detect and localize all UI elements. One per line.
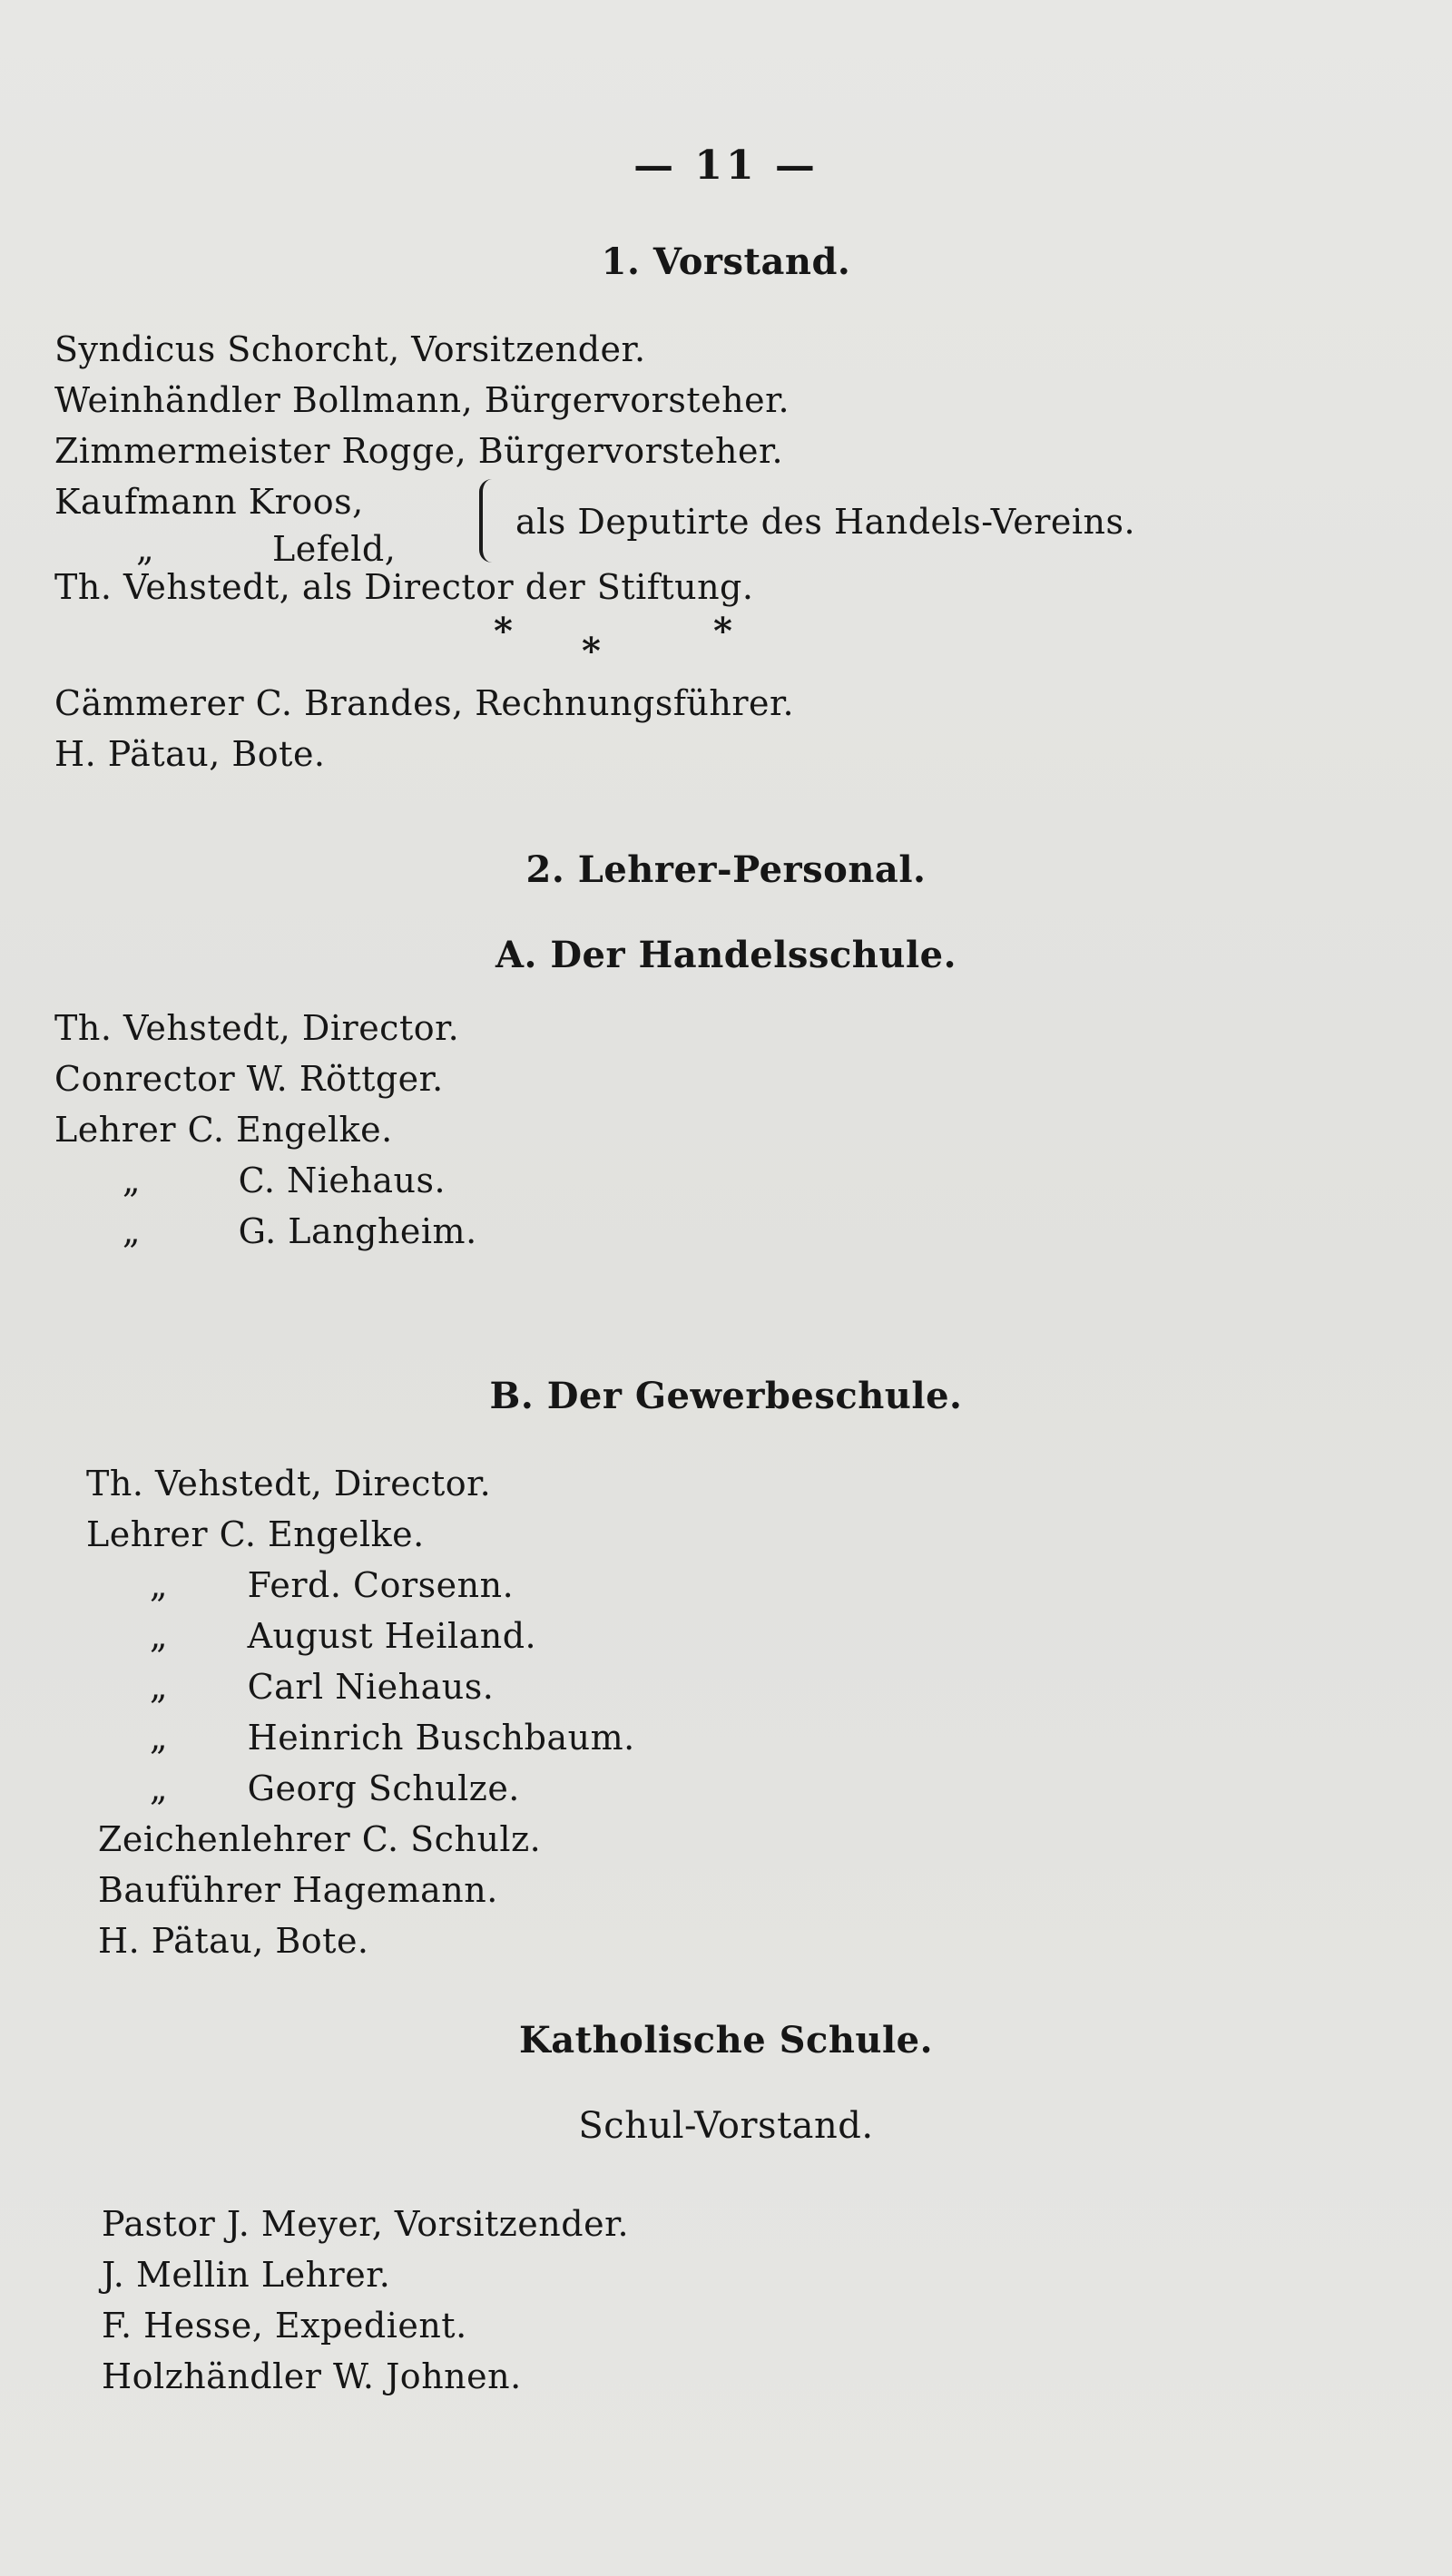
ditto-mark: „ (122, 1211, 142, 1251)
member-line: Zimmermeister Rogge, Bürgervorsteher. (54, 431, 784, 471)
staff-line: Conrector W. Röttger. (54, 1059, 444, 1099)
section-heading-lehrer-personal: 2. Lehrer-Personal. (525, 848, 927, 891)
asterism (0, 610, 1452, 672)
staff-name: Heinrich Buschbaum. (247, 1718, 635, 1758)
staff-line: Zeichenlehrer C. Schulz. (98, 1819, 542, 1859)
member-line: F. Hesse, Expedient. (102, 2306, 467, 2346)
ditto-mark: „ (122, 1161, 142, 1200)
staff-line (118, 1615, 536, 1657)
staff-line: Lehrer C. Engelke. (54, 1110, 393, 1150)
staff-line (118, 1768, 520, 1809)
deputy-line: Kaufmann Kroos, (54, 482, 364, 522)
staff-name: G. Langheim. (238, 1211, 477, 1251)
staff-line: Bauführer Hagemann. (98, 1870, 498, 1910)
staff-line (91, 1160, 446, 1201)
member-line: Pastor J. Meyer, Vorsitzender. (102, 2204, 630, 2244)
staff-line (118, 1717, 635, 1758)
asterisk: * (713, 610, 732, 652)
staff-line (91, 1210, 477, 1252)
ditto-mark: „ (149, 1667, 169, 1707)
staff-line (118, 1666, 494, 1708)
subsection-heading-gewerbeschule: B. Der Gewerbeschule. (489, 1375, 963, 1417)
messenger-line: H. Pätau, Bote. (54, 734, 326, 774)
subsection-heading-handelsschule: A. Der Handelsschule. (495, 934, 957, 976)
staff-name: Carl Niehaus. (247, 1667, 495, 1707)
ditto-mark: „ (149, 1565, 169, 1605)
staff-name: August Heiland. (247, 1616, 537, 1656)
treasurer-line: Cämmerer C. Brandes, Rechnungsführer. (54, 683, 795, 723)
member-line: Holzhändler W. Johnen. (102, 2356, 522, 2396)
staff-line (118, 1564, 514, 1606)
section-heading-katholische-schule: Katholische Schule. (518, 2019, 934, 2062)
staff-line: Th. Vehstedt, Director. (54, 1008, 460, 1048)
staff-name: Georg Schulze. (247, 1768, 520, 1808)
deputy-note: als Deputirte des Handels-Vereins. (515, 502, 1136, 542)
member-line: Syndicus Schorcht, Vorsitzender. (54, 329, 646, 369)
asterisk: * (582, 630, 601, 672)
page-number: — 11 — (633, 142, 819, 189)
director-line: Th. Vehstedt, als Director der Stiftung. (54, 567, 754, 607)
deputy-line: Lefeld, (272, 529, 397, 569)
staff-line: Lehrer C. Engelke. (86, 1514, 425, 1554)
asterisk: * (494, 610, 513, 652)
staff-name: C. Niehaus. (238, 1161, 446, 1200)
subsection-heading-schul-vorstand: Schul-Vorstand. (578, 2105, 874, 2147)
staff-line: Th. Vehstedt, Director. (86, 1464, 492, 1503)
ditto-mark: „ (149, 1616, 169, 1656)
grouping-brace (479, 479, 499, 563)
member-line: J. Mellin Lehrer. (102, 2255, 391, 2295)
member-line: Weinhändler Bollmann, Bürgervorsteher. (54, 380, 790, 420)
section-heading-vorstand: 1. Vorstand. (601, 240, 851, 283)
staff-name: Ferd. Corsenn. (247, 1565, 515, 1605)
ditto-mark: „ (136, 529, 155, 569)
staff-line: H. Pätau, Bote. (98, 1921, 369, 1961)
ditto-mark: „ (149, 1768, 169, 1808)
ditto-mark: „ (149, 1718, 169, 1758)
